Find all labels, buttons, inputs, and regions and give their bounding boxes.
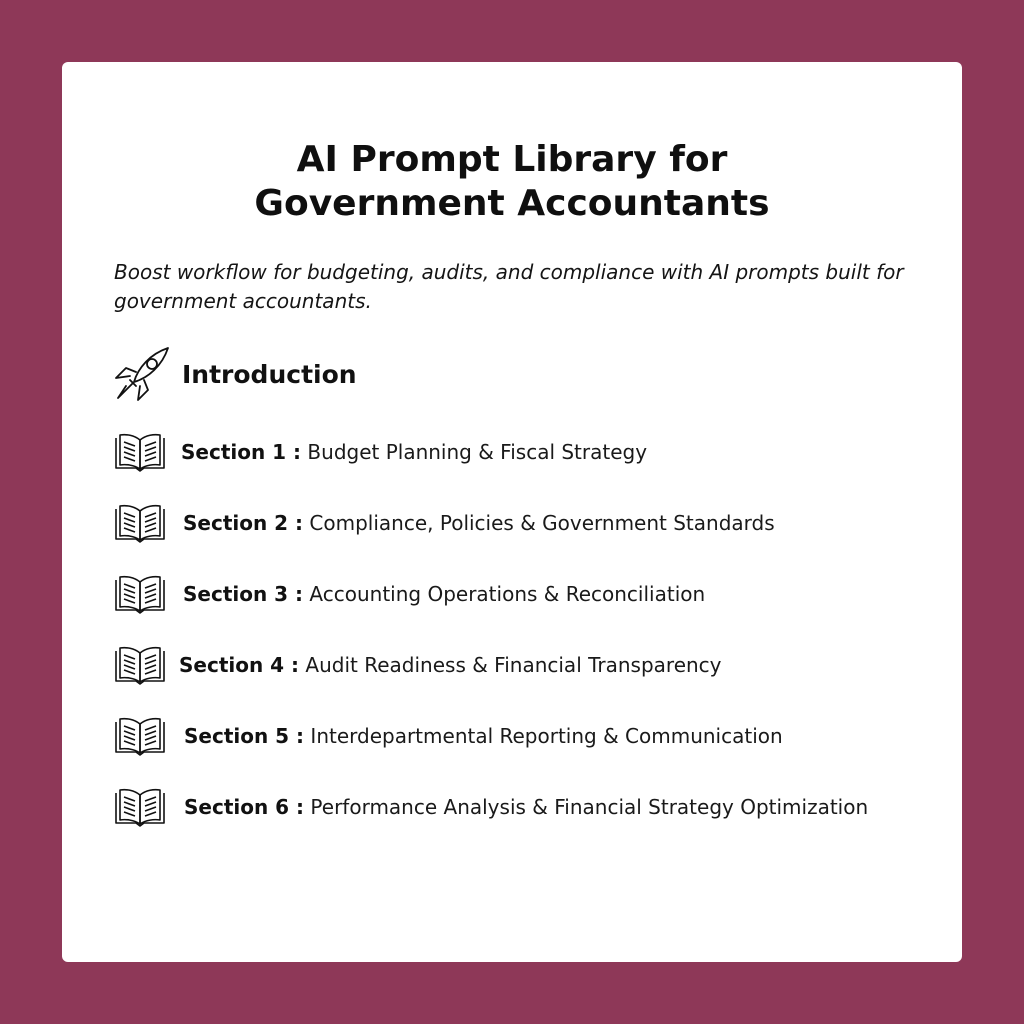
section-item-6[interactable]	[114, 787, 868, 827]
section-item-3[interactable]	[114, 574, 705, 614]
section-title: Compliance, Policies & Government Standards	[303, 511, 775, 535]
section-number: Section 6 :	[184, 795, 305, 819]
intro-item[interactable]	[114, 346, 357, 402]
open-book-icon	[114, 716, 166, 756]
section-title: Accounting Operations & Reconciliation	[303, 582, 706, 606]
section-title: Interdepartmental Reporting & Communication	[304, 724, 783, 748]
section-number: Section 3 :	[183, 582, 304, 606]
open-book-icon	[114, 645, 166, 685]
intro-label: Introduction	[182, 359, 357, 389]
section-label	[184, 795, 868, 819]
page-subtitle: Boost workflow for budgeting, audits, and compliance with AI prompts built for government accountants.	[114, 260, 904, 313]
rocket-icon	[114, 346, 170, 402]
section-item-1[interactable]	[114, 432, 647, 472]
open-book-icon	[114, 503, 166, 543]
section-item-5[interactable]	[114, 716, 783, 756]
section-item-4[interactable]	[114, 645, 722, 685]
section-label	[183, 511, 775, 535]
section-label	[181, 440, 647, 464]
section-label	[183, 582, 705, 606]
title-line-1: AI Prompt Library for	[296, 139, 728, 180]
open-book-icon	[114, 432, 166, 472]
section-title: Budget Planning & Fiscal Strategy	[301, 440, 648, 464]
section-title: Audit Readiness & Financial Transparency	[299, 653, 722, 677]
section-label	[184, 724, 783, 748]
section-item-2[interactable]	[114, 503, 775, 543]
page-title	[0, 138, 1024, 226]
section-number: Section 5 :	[184, 724, 305, 748]
open-book-icon	[114, 787, 166, 827]
section-title: Performance Analysis & Financial Strategy Optimization	[304, 795, 869, 819]
title-line-2: Government Accountants	[254, 183, 770, 224]
section-number: Section 2 :	[183, 511, 304, 535]
section-number: Section 4 :	[179, 653, 300, 677]
open-book-icon	[114, 574, 166, 614]
section-label	[179, 653, 722, 677]
section-number: Section 1 :	[181, 440, 302, 464]
